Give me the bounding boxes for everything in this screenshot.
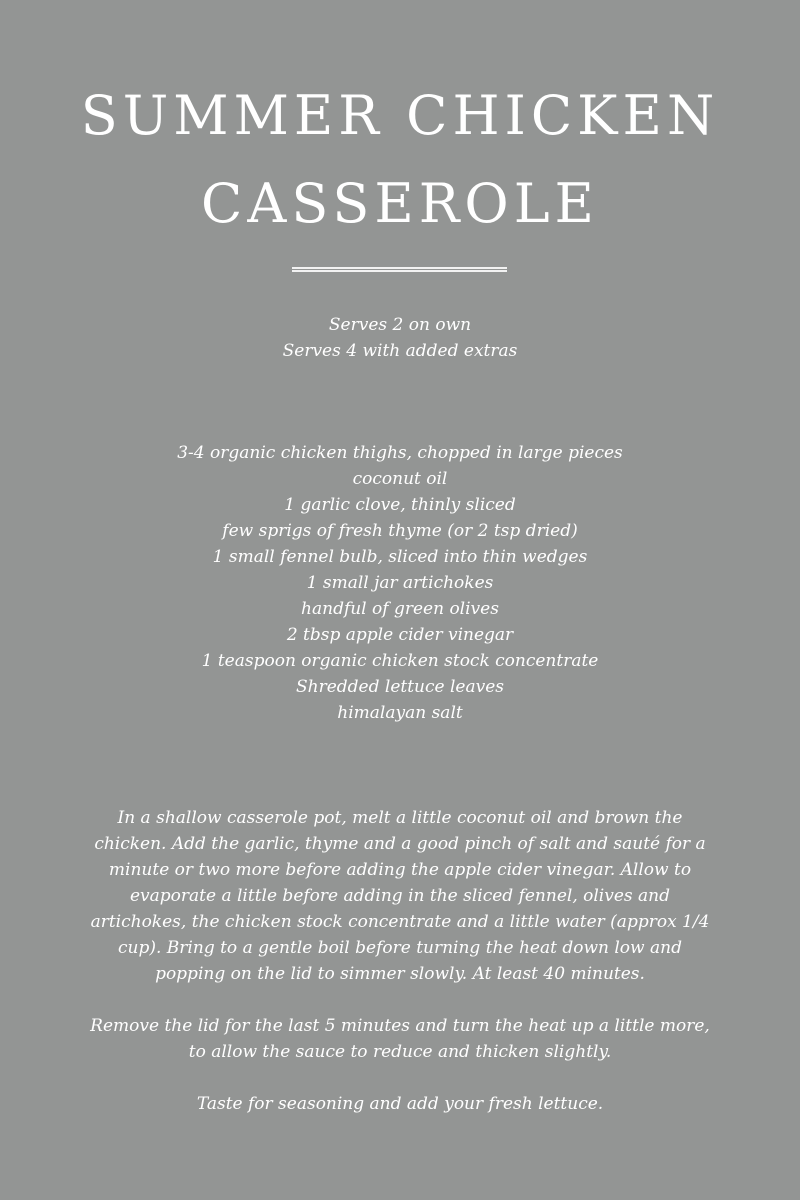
- method-line: to allow the sauce to reduce and thicken slightly.: [188, 1042, 612, 1062]
- ingredient-item: coconut oil: [352, 469, 448, 489]
- ingredient-item: handful of green olives: [301, 599, 499, 619]
- method-line: chicken. Add the garlic, thyme and a good pinch of salt and sauté for a: [94, 834, 706, 854]
- ingredient-item: 1 small jar artichokes: [306, 573, 494, 593]
- recipe-title-line: CASSEROLE: [201, 172, 599, 235]
- ingredient-list: [0, 440, 800, 726]
- recipe-title-line: SUMMER CHICKEN: [80, 84, 720, 147]
- method-line: popping on the lid to simmer slowly. At least 40 minutes.: [155, 964, 645, 984]
- method-paragraph: [80, 805, 720, 987]
- ingredient-item: himalayan salt: [337, 703, 463, 723]
- ingredient-item: few sprigs of fresh thyme (or 2 tsp dried): [222, 521, 578, 541]
- serving-info: [0, 312, 800, 364]
- method-line: minute or two more before adding the apple cider vinegar. Allow to: [108, 860, 692, 880]
- serving-line: Serves 4 with added extras: [282, 341, 518, 361]
- ingredient-item: 1 garlic clove, thinly sliced: [284, 495, 516, 515]
- ingredient-item: Shredded lettuce leaves: [295, 677, 504, 697]
- ingredient-item: 1 teaspoon organic chicken stock concentrate: [201, 651, 599, 671]
- method-line: Taste for seasoning and add your fresh lettuce.: [196, 1094, 604, 1114]
- method-line: Remove the lid for the last 5 minutes and turn the heat up a little more,: [90, 1016, 710, 1036]
- method-line: In a shallow casserole pot, melt a little coconut oil and brown the: [117, 808, 683, 828]
- method-line: cup). Bring to a gentle boil before turning the heat down low and: [118, 938, 682, 958]
- method-line: evaporate a little before adding in the sliced fennel, olives and: [129, 886, 670, 906]
- recipe-title: [0, 72, 800, 248]
- method-instructions: [80, 805, 720, 1117]
- method-paragraph: [80, 1013, 720, 1065]
- serving-line: Serves 2 on own: [328, 315, 472, 335]
- ingredient-item: 2 tbsp apple cider vinegar: [286, 625, 514, 645]
- ingredient-item: 1 small fennel bulb, sliced into thin wedges: [212, 547, 588, 567]
- ingredient-item: 3-4 organic chicken thighs, chopped in large pieces: [177, 443, 623, 463]
- method-line: artichokes, the chicken stock concentrate and a little water (approx 1/4: [90, 912, 710, 932]
- method-paragraph: [80, 1091, 720, 1117]
- title-divider: [292, 267, 507, 272]
